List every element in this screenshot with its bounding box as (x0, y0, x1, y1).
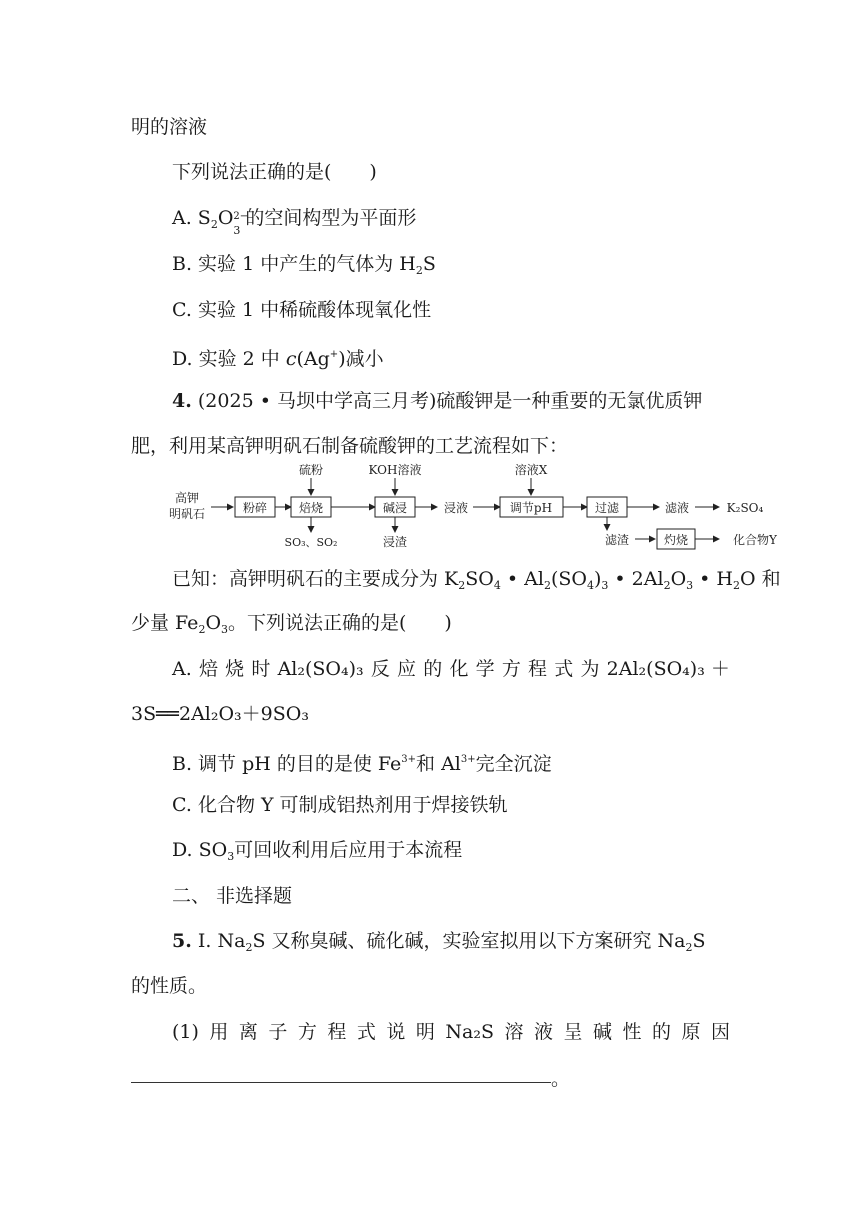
question-4-line1: 4. (2025 • 马坝中学高三月考)硫酸钾是一种重要的无氯优质钾 (172, 390, 703, 412)
option-c: C. 实验 1 中稀硫酸体现氧化性 (172, 299, 432, 321)
input-label: KOH溶液 (368, 463, 422, 477)
intermediate-label: 滤液 (664, 501, 690, 515)
answer-line: 。 (131, 1066, 570, 1091)
box-label: 过滤 (594, 501, 620, 515)
input-label: 硫粉 (298, 463, 324, 477)
known-line2: 少量 $Fe_2O_3$。下列说法正确的是( ) (131, 612, 452, 636)
option-a-4-cont: 3S══2Al₂O₃＋9SO₃ (131, 703, 309, 725)
option-a-4: A. 焙 烧 时 Al₂(SO₄)₃ 反 应 的 化 学 方 程 式 为 2Al₂(SO₄)₃ ＋ (172, 658, 730, 680)
box-label: 焙烧 (298, 501, 324, 515)
answer-blank[interactable] (131, 1066, 551, 1083)
product-label: 化合物Y (733, 533, 777, 547)
product-label: K₂SO₄ (726, 501, 764, 515)
raw-material-label: 高钾 (175, 491, 200, 505)
section-heading: 二、 非选择题 (172, 885, 293, 907)
known-line1: 已知：高钾明矾石的主要成分为 $K_2SO_4$ • $Al_2(SO_4)_3$ • $2Al_2O_3$ • $H_2O$ 和 (172, 568, 781, 592)
text-line: 明的溶液 (131, 116, 208, 138)
intermediate-label: 浸液 (443, 501, 469, 515)
option-b: B. 实验 1 中产生的气体为 $H_2S$ (172, 253, 436, 277)
input-label: 溶液X (514, 463, 548, 477)
box-label: 粉碎 (242, 501, 268, 515)
output-label: 浸渣 (382, 535, 408, 549)
option-c-4: C. 化合物 Y 可制成铝热剂用于焊接铁轨 (172, 794, 508, 816)
question-4-line2: 肥，利用某高钾明矾石制备硫酸钾的工艺流程如下： (131, 435, 569, 457)
process-flow-diagram (165, 462, 795, 552)
box-label: 灼烧 (663, 533, 689, 547)
question-5-line2: 的性质。 (131, 975, 208, 997)
question-5-line1: 5. Ⅰ. $Na_2S$ 又称臭碱、硫化碱，实验室拟用以下方案研究 $Na_2S$ (172, 930, 706, 954)
output-label: 滤渣 (604, 533, 630, 547)
output-label: SO₃、SO₂ (284, 536, 338, 549)
question-prompt: 下列说法正确的是( ) (172, 161, 377, 183)
option-d: D. 实验 2 中 c(Ag+)减小 (172, 348, 384, 370)
box-label: 碱浸 (382, 501, 408, 515)
question-5-part1: (1) 用 离 子 方 程 式 说 明 Na₂S 溶 液 呈 碱 性 的 原 因 (172, 1021, 730, 1043)
option-b-4: B. 调节 pH 的目的是使 $Fe^{3+}$和 $Al^{3+}$完全沉淀 (172, 753, 552, 775)
option-a: A. $S_2O$ 2− 3 的空间构型为平面形 (172, 207, 417, 237)
box-label: 调节pH (509, 501, 553, 515)
option-d-4: D. $SO_3$可回收利用后应用于本流程 (172, 839, 463, 863)
raw-material-label: 明矾石 (169, 507, 206, 521)
